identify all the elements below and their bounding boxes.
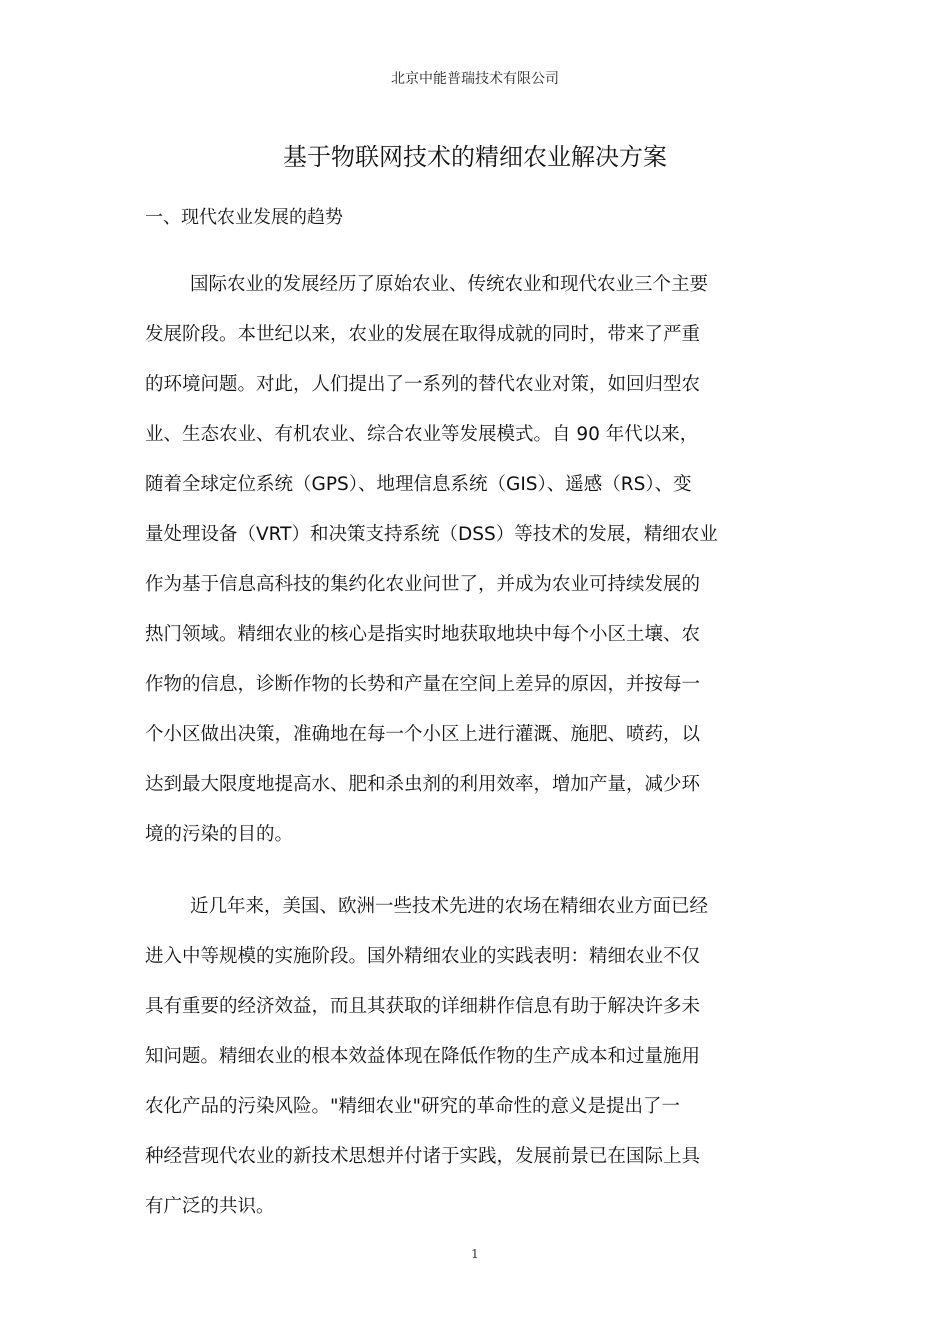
paragraph-line: 近几年来，美国、欧洲一些技术先进的农场在精细农业方面已经: [190, 896, 709, 917]
paragraph-line: 作物的信息，诊断作物的长势和产量在空间上差异的原因，并按每一: [145, 674, 701, 695]
paragraph-line: 业、生态农业、有机农业、综合农业等发展模式。自 90 年代以来，: [145, 424, 699, 445]
section-heading: 一、现代农业发展的趋势: [145, 207, 343, 228]
paragraph-line: 量处理设备（VRT）和决策支持系统（DSS）等技术的发展，精细农业: [145, 524, 718, 545]
paragraph-line: 热门领域。精细农业的核心是指实时地获取地块中每个小区土壤、农: [145, 624, 701, 645]
paragraph-line: 国际农业的发展经历了原始农业、传统农业和现代农业三个主要: [190, 274, 709, 295]
paragraph-line: 有广泛的共识。: [145, 1196, 275, 1217]
paragraph-line: 的环境问题。对此，人们提出了一系列的替代农业对策，如回归型农: [145, 374, 701, 395]
paragraph-line: 知问题。精细农业的根本效益体现在降低作物的生产成本和过量施用: [145, 1046, 701, 1067]
paragraph-1: [145, 260, 785, 860]
page-number: 1: [471, 1247, 479, 1261]
paragraph-line: 随着全球定位系统（GPS）、地理信息系统（GIS）、遥感（RS）、变: [145, 474, 692, 495]
document-title: 基于物联网技术的精细农业解决方案: [283, 143, 667, 171]
paragraph-line: 境的污染的目的。: [145, 824, 294, 845]
paragraph-line: 具有重要的经济效益，而且其获取的详细耕作信息有助于解决许多未: [145, 996, 701, 1017]
paragraph-line: 个小区做出决策，准确地在每一个小区上进行灌溉、施肥、喷药，以: [145, 724, 701, 745]
page-header-company: 北京中能普瑞技术有限公司: [391, 71, 559, 87]
paragraph-line: 作为基于信息高科技的集约化农业问世了，并成为农业可持续发展的: [145, 574, 701, 595]
paragraph-line: 进入中等规模的实施阶段。国外精细农业的实践表明：精细农业不仅: [145, 946, 701, 967]
paragraph-2: [145, 882, 785, 1232]
paragraph-line: 种经营现代农业的新技术思想并付诸于实践，发展前景已在国际上具: [145, 1146, 701, 1167]
paragraph-line: 发展阶段。本世纪以来，农业的发展在取得成就的同时，带来了严重: [145, 324, 701, 345]
paragraph-line: 达到最大限度地提高水、肥和杀虫剂的利用效率，增加产量，减少环: [145, 774, 701, 795]
paragraph-line: 农化产品的污染风险。"精细农业"研究的革命性的意义是提出了一: [145, 1096, 681, 1117]
